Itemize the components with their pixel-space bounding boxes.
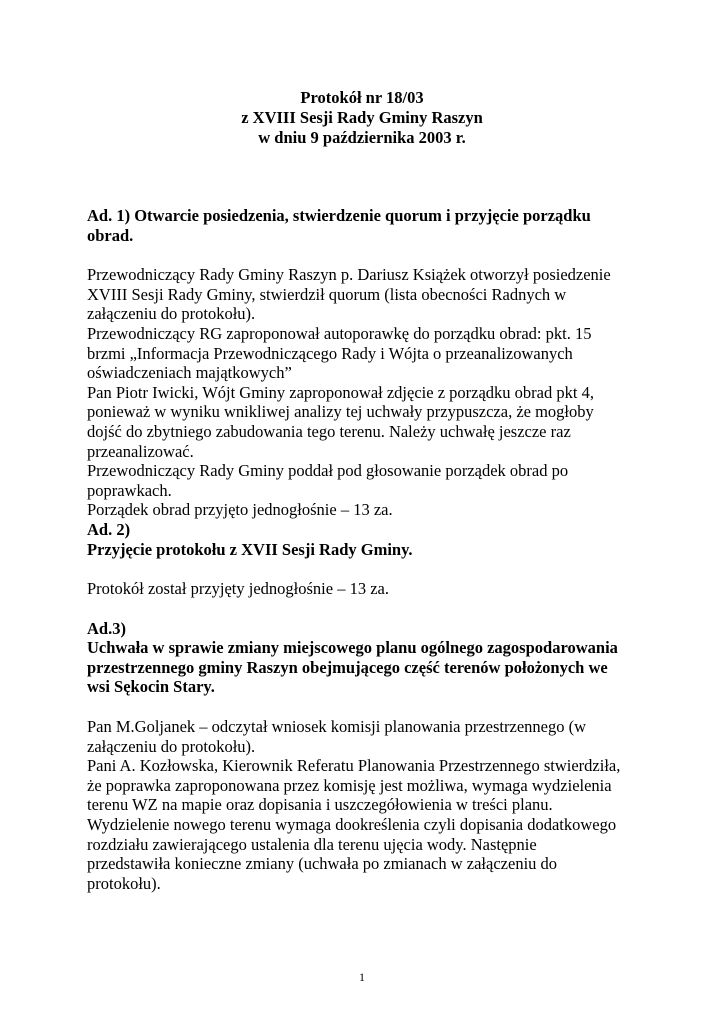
document-title <box>0 88 724 147</box>
ad3-text-line: przedstawiła konieczne zmiany (uchwała po zmianach w załączeniu do <box>87 854 558 874</box>
ad2-heading: Przyjęcie protokołu z XVII Sesji Rady Gminy. <box>87 539 413 559</box>
ad3-text-line: załączeniu do protokołu). <box>87 736 256 756</box>
ad3-text-line: Wydzielenie nowego terenu wymaga dookreślenia czyli dopisania dodatkowego <box>87 815 617 835</box>
ad3-text-line: Pan M.Goljanek – odczytał wniosek komisji planowania przestrzennego (w <box>87 717 586 737</box>
document-body <box>87 206 647 893</box>
page-number: 1 <box>359 970 365 984</box>
ad3-text-line: że poprawka zaproponowana przez komisję jest możliwa, wymaga wydzielenia <box>87 775 612 795</box>
ad3-label: Ad.3) <box>87 618 126 638</box>
ad1-text-line: ponieważ w wyniku wnikliwej analizy tej uchwały przypuszcza, że mogłoby <box>87 402 594 422</box>
ad3-heading-line: przestrzennego gminy Raszyn obejmującego część terenów położonych we <box>87 657 608 677</box>
ad1-text-line: Przewodniczący Rady Gminy Raszyn p. Dariusz Książek otworzył posiedzenie <box>87 265 611 285</box>
ad3-text-line: terenu WZ na mapie oraz dopisania i uszczegółowienia w treści planu. <box>87 795 553 815</box>
ad1-text-line: przeanalizować. <box>87 441 194 461</box>
ad3-text-line: protokołu). <box>87 873 161 893</box>
ad3-text-line: rozdziału zawierającego ustalenia dla terenu ujęcia wody. Następnie <box>87 834 537 854</box>
ad1-text-line: brzmi „Informacja Przewodniczącego Rady i Wójta o przeanalizowanych <box>87 343 573 363</box>
title-line-3: w dniu 9 października 2003 r. <box>258 127 466 147</box>
ad1-text-line: XVIII Sesji Rady Gminy, stwierdził quorum (lista obecności Radnych w <box>87 284 567 304</box>
ad1-heading-line-2: obrad. <box>87 225 134 245</box>
ad1-text-line: oświadczeniach majątkowych” <box>87 363 292 383</box>
ad1-text-line: poprawkach. <box>87 480 172 500</box>
ad1-text-line: Przewodniczący Rady Gminy poddał pod głosowanie porządek obrad po <box>87 461 569 481</box>
ad2-label: Ad. 2) <box>87 519 131 539</box>
ad2-text: Protokół został przyjęty jednogłośnie – 13 za. <box>87 579 389 599</box>
ad1-text-line: dojść do zbytniego zabudowania tego terenu. Należy uchwałę jeszcze raz <box>87 421 571 441</box>
ad3-heading-line: Uchwała w sprawie zmiany miejscowego planu ogólnego zagospodarowania <box>87 638 618 658</box>
ad3-text-line: Pani A. Kozłowska, Kierownik Referatu Planowania Przestrzennego stwierdziła, <box>87 756 621 776</box>
title-line-2: z XVIII Sesji Rady Gminy Raszyn <box>241 107 483 127</box>
ad1-text-line: Pan Piotr Iwicki, Wójt Gminy zaproponował zdjęcie z porządku obrad pkt 4, <box>87 382 594 402</box>
ad1-heading-line-1: Ad. 1) Otwarcie posiedzenia, stwierdzenie quorum i przyjęcie porządku <box>87 206 591 225</box>
ad3-heading-line: wsi Sękocin Stary. <box>87 677 215 697</box>
title-line-1: Protokół nr 18/03 <box>300 88 424 107</box>
ad1-text-line: załączeniu do protokołu). <box>87 304 256 324</box>
ad1-text-line: Przewodniczący RG zaproponował autoporawkę do porządku obrad: pkt. 15 <box>87 323 592 343</box>
ad1-text-line: Porządek obrad przyjęto jednogłośnie – 13 za. <box>87 500 393 520</box>
